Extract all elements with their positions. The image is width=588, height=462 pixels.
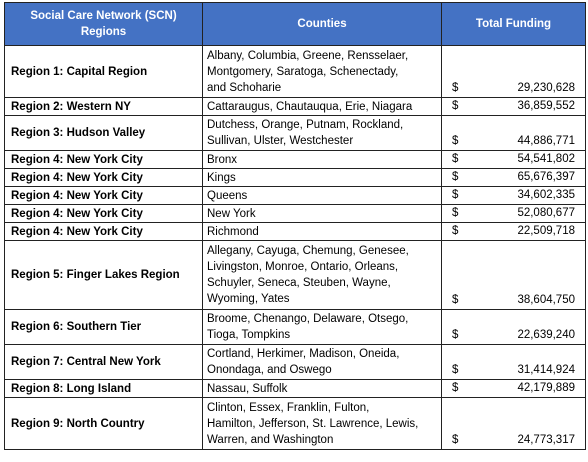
funding-cell [442,345,586,380]
currency-symbol: $ [452,225,459,237]
funding-cell [442,116,586,151]
currency-symbol: $ [452,82,459,94]
table-row [5,205,586,223]
counties-cell: Allegany, Cayuga, Chemung, Genesee, Livingston, Monroe, Ontario, Orleans, Schuyler, Seneca, Steuben, Wayne, Wyoming, Yates [203,241,442,310]
region-cell: Region 3: Hudson Valley [5,116,203,151]
funding-cell [442,205,586,223]
currency-symbol: $ [452,189,459,201]
currency-symbol: $ [452,153,459,165]
region-cell: Region 4: New York City [5,205,203,223]
region-cell: Region 9: North Country [5,398,203,450]
funding-amount: 31,414,924 [517,364,575,376]
funding-cell [442,169,586,187]
table-row [5,223,586,241]
table-row [5,98,586,116]
region-cell: Region 4: New York City [5,223,203,241]
funding-cell [442,380,586,398]
funding-amount: 29,230,628 [517,82,575,94]
funding-amount: 24,773,317 [517,434,575,446]
counties-cell: Broome, Chenango, Delaware, Otsego, Tioga, Tompkins [203,310,442,345]
currency-symbol: $ [452,382,459,394]
currency-symbol: $ [452,294,459,306]
funding-cell [442,151,586,169]
funding-header: Total Funding [442,3,586,46]
funding-amount: 52,080,677 [517,207,575,219]
region-cell: Region 4: New York City [5,151,203,169]
counties-cell: Bronx [203,151,442,169]
currency-symbol: $ [452,171,459,183]
funding-amount: 38,604,750 [517,294,575,306]
counties-cell: Dutchess, Orange, Putnam, Rockland, Sullivan, Ulster, Westchester [203,116,442,151]
funding-amount: 42,179,889 [517,382,575,394]
funding-cell [442,398,586,450]
funding-amount: 34,602,335 [517,189,575,201]
region-cell: Region 1: Capital Region [5,46,203,98]
funding-cell [442,98,586,116]
region-cell: Region 6: Southern Tier [5,310,203,345]
currency-symbol: $ [452,135,459,147]
region-cell: Region 5: Finger Lakes Region [5,241,203,310]
funding-cell [442,223,586,241]
table-row [5,46,586,98]
table-row [5,151,586,169]
counties-cell: Nassau, Suffolk [203,380,442,398]
region-cell: Region 4: New York City [5,169,203,187]
counties-cell: Cattaraugus, Chautauqua, Erie, Niagara [203,98,442,116]
funding-cell [442,187,586,205]
table-row [5,241,586,310]
region-cell: Region 8: Long Island [5,380,203,398]
table-row [5,169,586,187]
counties-cell: Queens [203,187,442,205]
currency-symbol: $ [452,100,459,112]
currency-symbol: $ [452,329,459,341]
funding-cell [442,241,586,310]
counties-cell: New York [203,205,442,223]
funding-amount: 54,541,802 [517,153,575,165]
funding-cell [442,46,586,98]
table-row [5,310,586,345]
funding-cell [442,310,586,345]
funding-table [4,2,586,450]
currency-symbol: $ [452,434,459,446]
region-cell: Region 7: Central New York [5,345,203,380]
counties-cell: Kings [203,169,442,187]
counties-cell: Clinton, Essex, Franklin, Fulton, Hamilton, Jefferson, St. Lawrence, Lewis, Warren, and Washington [203,398,442,450]
region-header: Social Care Network (SCN) Regions [5,3,203,46]
funding-amount: 36,859,552 [517,100,575,112]
counties-cell: Albany, Columbia, Greene, Rensselaer, Montgomery, Saratoga, Schenectady, and Schoharie [203,46,442,98]
currency-symbol: $ [452,207,459,219]
table-row [5,187,586,205]
table-row [5,345,586,380]
table-row [5,116,586,151]
counties-cell: Cortland, Herkimer, Madison, Oneida, Onondaga, and Oswego [203,345,442,380]
funding-amount: 22,509,718 [517,225,575,237]
header-row [5,3,586,46]
funding-amount: 65,676,397 [517,171,575,183]
counties-cell: Richmond [203,223,442,241]
funding-amount: 22,639,240 [517,329,575,341]
table-row [5,398,586,450]
funding-amount: 44,886,771 [517,135,575,147]
region-cell: Region 4: New York City [5,187,203,205]
currency-symbol: $ [452,364,459,376]
table-row [5,380,586,398]
region-cell: Region 2: Western NY [5,98,203,116]
counties-header: Counties [203,3,442,46]
